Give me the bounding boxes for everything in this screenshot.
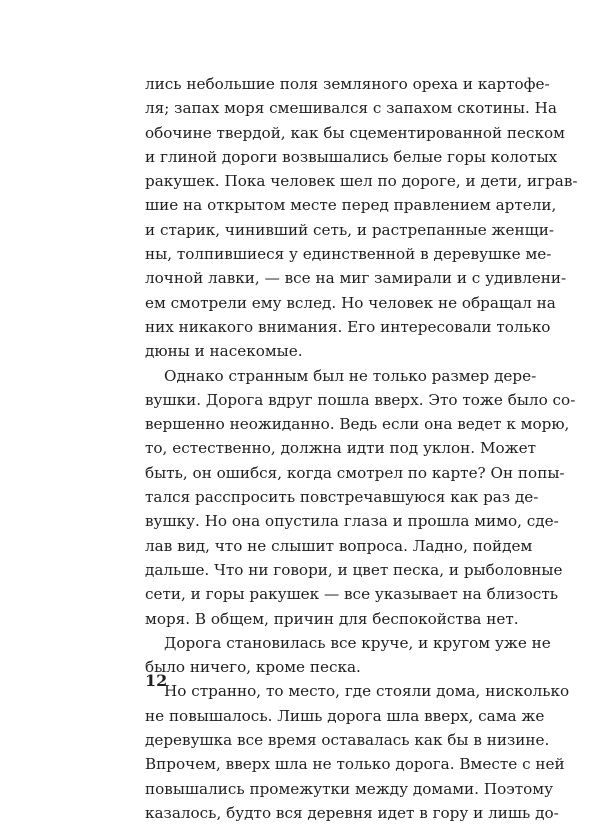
text-line: ракушек. Пока человек шел по дороге, и дети, играв- <box>145 172 578 191</box>
text-line: тался расспросить повстречавшуюся как раз де- <box>145 488 539 507</box>
text-line: вушку. Но она опустила глаза и прошла мимо, сде- <box>145 512 559 531</box>
text-line: Дорога становилась все круче, и кругом уже не <box>164 633 551 652</box>
body-text <box>145 72 578 825</box>
page-number: 12 <box>145 671 168 690</box>
text-line: обочине твердой, как бы сцементированной песком <box>145 123 565 142</box>
text-line: сети, и горы ракушек — все указывает на близость <box>145 585 559 604</box>
paragraph <box>145 631 551 680</box>
paragraph <box>145 364 576 631</box>
text-line: моря. В общем, причин для беспокойства нет. <box>145 609 519 628</box>
text-line: Впрочем, вверх шла не только дорога. Вместе с ней <box>145 755 565 774</box>
text-line: не повышалось. Лишь дорога шла вверх, сама же <box>145 706 545 725</box>
text-line: них никакого внимания. Его интересовали только <box>145 317 551 336</box>
text-line: дюны и насекомые. <box>145 342 303 361</box>
text-line: то, естественно, должна идти под уклон. Может <box>145 439 537 458</box>
text-line: шие на открытом месте перед правлением артели, <box>145 196 557 215</box>
text-line: дальше. Что ни говори, и цвет песка, и рыболовные <box>145 560 563 579</box>
paragraph <box>145 679 570 825</box>
text-line: ем смотрели ему вслед. Но человек не обращал на <box>145 293 556 312</box>
text-line: быть, он ошибся, когда смотрел по карте? Он попы- <box>145 463 565 482</box>
text-line: и глиной дороги возвышались белые горы колотых <box>145 147 558 166</box>
text-line: Но странно, то место, где стояли дома, нисколько <box>164 682 570 701</box>
text-line: казалось, будто вся деревня идет в гору и лишь до- <box>145 803 559 822</box>
text-line: повышались промежутки между домами. Поэтому <box>145 779 554 798</box>
text-line: Однако странным был не только размер дере- <box>164 366 537 385</box>
text-line: и старик, чинивший сеть, и растрепанные женщи- <box>145 220 555 239</box>
paragraph <box>145 72 578 364</box>
text-line: ля; запах моря смешивался с запахом скотины. На <box>145 99 557 118</box>
text-line: вершенно неожиданно. Ведь если она ведет к морю, <box>145 415 570 434</box>
text-line: лочной лавки, — все на миг замирали и с удивлени- <box>145 269 567 288</box>
text-line: лав вид, что не слышит вопроса. Ладно, пойдем <box>145 536 533 555</box>
text-line: ны, толпившиеся у единственной в деревушке ме- <box>145 245 552 264</box>
text-line: деревушка все время оставалась как бы в низине. <box>145 731 550 750</box>
text-line: вушки. Дорога вдруг пошла вверх. Это тоже было со- <box>145 390 576 409</box>
text-line: лись небольшие поля земляного ореха и картофе- <box>145 75 550 93</box>
text-line: было ничего, кроме песка. <box>145 658 361 677</box>
